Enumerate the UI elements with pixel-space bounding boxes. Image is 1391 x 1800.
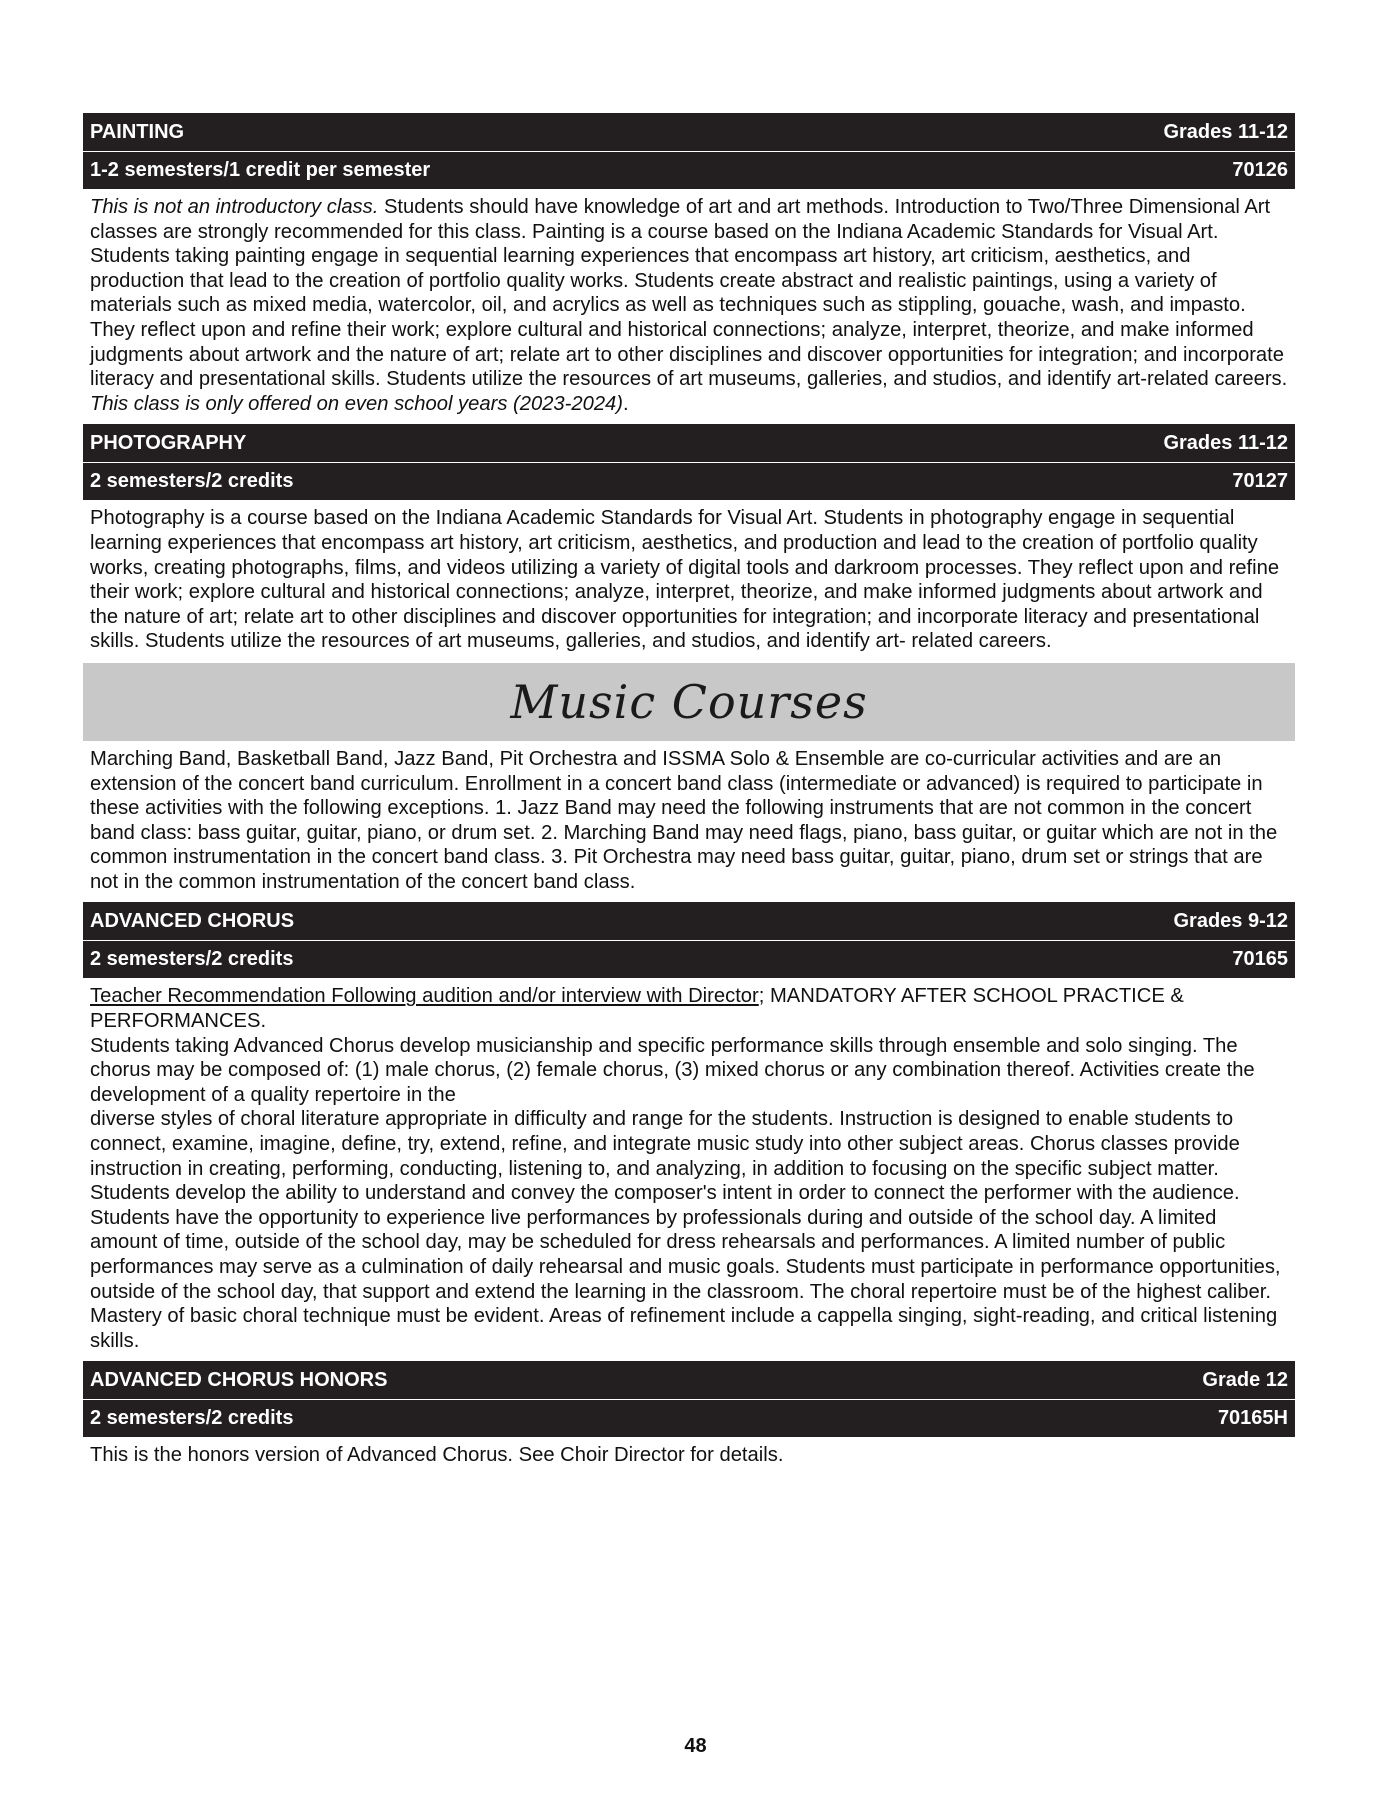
description-text-continued: diverse styles of choral literature appropriate in difficulty and range for the students. Instruction is designed to enable students to connect, examine, imagine, define, try, extend, refine, and integrate music study into other subject areas. Chorus classes provide instruction in creating, performing, conducting, listening to, and analyzing, in addition to focusing on the specific subject matter. Students develop the ability to understand and convey the composer's intent in order to connect the performer with the audience. Students have the opportunity to experience live performances by professionals during and outside of the school day. A limited amount of time, outside of the school day, may be scheduled for dress rehearsals and performances. A limited number of public performances may serve as a culmination of daily rehearsal and music goals. Students must participate in performance opportunities, outside of the school day, that support and extend the learning in the classroom. The choral repertoire must be of the highest caliber. Mastery of basic choral technique must be evident. Areas of refinement include a cappella singing, sight-reading, and critical listening skills. (90, 1108, 1281, 1352)
description-text: Students should have knowledge of art and art methods. Introduction to Two/Three Dimensional Art classes are strongly recommended for this class. Painting is a course based on the Indiana Academic Standards for Visual Art. Students taking painting engage in sequential learning experiences that encompass art history, art criticism, aesthetics, and production that lead to the creation of portfolio quality works. Students create abstract and realistic paintings, using a variety of materials such as mixed media, watercolor, oil, and acrylics as well as techniques such as stippling, gouache, wash, and impasto. They reflect upon and refine their work; explore cultural and historical connections; analyze, interpret, theorize, and make informed judgments about artwork and the nature of art; relate art to other disciplines and discover opportunities for integration; and incorporate literacy and presentational skills. Students utilize the resources of art museums, galleries, and studios, and identify art-related careers. (90, 196, 1288, 391)
course-title: PAINTING (90, 120, 185, 143)
course-subheader-photography (83, 462, 1295, 500)
course-header-advanced-chorus (83, 902, 1295, 940)
course-grades: Grades 9-12 (1173, 909, 1288, 932)
course-description-advanced-chorus-honors (83, 1437, 1295, 1476)
italic-note: This class is only offered on even school years (2023-2024) (90, 392, 624, 415)
prerequisite-underlined: Teacher Recommendation Following audition and/or interview with Director (90, 985, 759, 1008)
prerequisite-rest: ; MANDATORY AFTER SCHOOL PRACTICE & PERFORMANCES. (90, 985, 1184, 1033)
course-credits: 2 semesters/2 credits (90, 1407, 294, 1430)
course-description-painting (83, 189, 1295, 424)
course-description-advanced-chorus (83, 978, 1295, 1361)
course-subheader-painting (83, 151, 1295, 189)
course-description-photography (83, 500, 1295, 662)
course-credits: 2 semesters/2 credits (90, 470, 294, 493)
course-title: ADVANCED CHORUS (90, 909, 295, 932)
course-code: 70165 (1232, 948, 1288, 971)
course-subheader-advanced-chorus-honors (83, 1399, 1295, 1437)
course-code: 70165H (1217, 1407, 1288, 1430)
description-end: . (623, 392, 629, 415)
course-title: ADVANCED CHORUS HONORS (90, 1368, 388, 1391)
italic-lead: This is not an introductory class. (90, 196, 379, 218)
course-header-advanced-chorus-honors (83, 1361, 1295, 1399)
description-text: Students taking Advanced Chorus develop musicianship and specific performance skills through ensemble and solo singing. The chorus may be composed of: (1) male chorus, (2) female chorus, (3) mixed chorus or any combination thereof. Activities create the development of a quality repertoire in the (90, 1034, 1255, 1106)
music-intro (83, 741, 1295, 903)
course-header-painting (83, 113, 1295, 151)
course-header-photography (83, 424, 1295, 462)
page-content (83, 113, 1295, 1476)
course-subheader-advanced-chorus (83, 940, 1295, 978)
course-code: 70126 (1232, 159, 1288, 181)
course-grades: Grades 11-12 (1163, 120, 1288, 143)
course-credits: 2 semesters/2 credits (90, 948, 294, 971)
description-text: Photography is a course based on the Indiana Academic Standards for Visual Art. Students in photography engage in sequential learning experiences that encompass art history, art criticism, aesthetics, and production and lead to the creation of portfolio quality works, creating photographs, films, and videos utilizing a variety of digital tools and darkroom processes. They reflect upon and refine their work; explore cultural and historical connections; analyze, interpret, theorize, and make informed judgments about artwork and the nature of art; relate art to other disciplines and discover opportunities for integration; and incorporate literacy and presentational skills. Students utilize the resources of art museums, galleries, and studios, and identify art- related careers. (90, 507, 1280, 653)
intro-text: Marching Band, Basketball Band, Jazz Band, Pit Orchestra and ISSMA Solo & Ensemble are co-curricular activities and are an extension of the concert band curriculum. Enrollment in a concert band class (intermediate or advanced) is required to participate in these activities with the following exceptions. 1. Jazz Band may need the following instruments that are not common in the concert band class: bass guitar, guitar, piano, or drum set. 2. Marching Band may need flags, piano, bass guitar, or guitar which are not in the common instrumentation in the concert band class. 3. Pit Orchestra may need bass guitar, guitar, piano, drum set or strings that are not in the common instrumentation of the concert band class. (90, 747, 1278, 893)
section-title: Music Courses (510, 674, 868, 729)
course-grades: Grades 11-12 (1163, 431, 1288, 454)
course-code: 70127 (1232, 470, 1288, 493)
course-grades: Grade 12 (1202, 1368, 1288, 1391)
page-number: 48 (684, 1735, 707, 1757)
course-title: PHOTOGRAPHY (90, 431, 247, 454)
section-banner-music (83, 663, 1295, 741)
course-credits: 1-2 semesters/1 credit per semester (90, 159, 431, 181)
description-text: This is the honors version of Advanced Chorus. See Choir Director for details. (90, 1444, 784, 1467)
